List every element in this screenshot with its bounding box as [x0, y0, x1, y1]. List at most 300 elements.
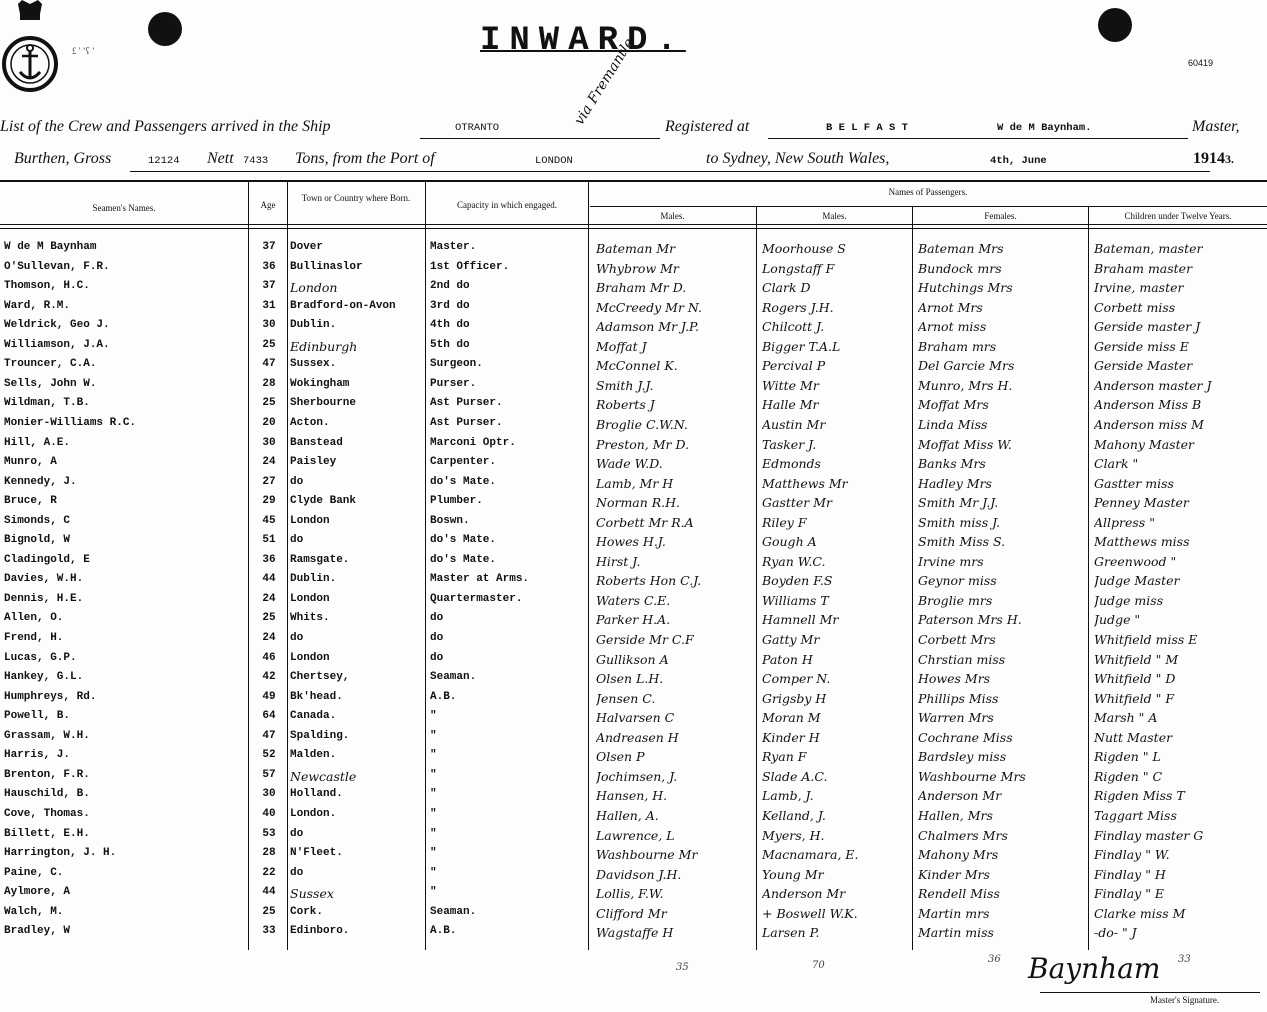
cell-capacity: Surgeon.	[430, 358, 483, 371]
punch-hole-right	[1098, 8, 1132, 42]
cell-capacity: do	[430, 651, 444, 664]
cell-age: 57	[262, 768, 276, 781]
cell-town: London	[290, 651, 330, 664]
cell-age: 53	[262, 827, 276, 840]
registered-underline	[768, 138, 1188, 139]
cell-town: do	[290, 475, 304, 488]
col-header-age: Age	[260, 200, 276, 210]
cell-m1: Roberts J	[596, 397, 655, 413]
cell-capacity: Ast Purser.	[430, 416, 503, 429]
table-row	[0, 495, 1267, 515]
cell-capacity: Seaman.	[430, 671, 477, 684]
cell-capacity: "	[430, 847, 437, 860]
cell-name: Munro, A	[4, 456, 57, 469]
col-header-males2: Males.	[822, 211, 847, 221]
cell-name: Wildman, T.B.	[4, 397, 90, 410]
table-header-rule2	[0, 228, 1267, 229]
cell-age: 25	[262, 338, 276, 351]
table-row	[0, 886, 1267, 906]
table-row	[0, 593, 1267, 613]
cell-f: Hallen, Mrs	[918, 807, 993, 823]
table-row	[0, 280, 1267, 300]
year-value: 1914	[1193, 150, 1225, 167]
signature-label: Master's Signature.	[1150, 995, 1220, 1005]
header-registered-label: Registered at	[665, 118, 750, 135]
cell-m2: Percival P	[762, 358, 826, 374]
header-burthen-label: Burthen, Gross	[14, 150, 112, 167]
cell-capacity: "	[430, 710, 437, 723]
table-row	[0, 808, 1267, 828]
cell-age: 45	[262, 514, 276, 527]
cell-f: Munro, Mrs H.	[918, 377, 1013, 393]
cell-age: 24	[262, 592, 276, 605]
cell-m2: Ryan W.C.	[762, 553, 826, 569]
cell-capacity: "	[430, 768, 437, 781]
cell-m1: Clifford Mr	[596, 905, 667, 921]
cell-town: London	[290, 592, 330, 605]
cell-capacity: "	[430, 827, 437, 840]
cell-m1: Gerside Mr C.F	[596, 632, 694, 647]
cell-ch: Gerside miss E	[1094, 338, 1189, 354]
cell-age: 47	[262, 729, 276, 742]
table-row	[0, 828, 1267, 848]
cell-age: 30	[262, 788, 276, 801]
cell-ch: Mahony Master	[1094, 436, 1194, 452]
cell-ch: Taggart Miss	[1094, 807, 1177, 823]
cell-m1: Andreasen H	[596, 729, 679, 745]
cell-age: 37	[262, 241, 276, 253]
col-header-females: Females.	[984, 211, 1017, 221]
cell-town: Dublin.	[290, 573, 337, 586]
cell-age: 22	[262, 866, 276, 879]
cell-age: 24	[262, 456, 276, 469]
table-row	[0, 749, 1267, 769]
cell-f: Smith Miss S.	[918, 534, 1006, 550]
cell-name: Bignold, W	[4, 534, 71, 547]
cell-name: Weldrick, Geo J.	[4, 319, 110, 332]
cell-m1: Preston, Mr D.	[596, 436, 690, 452]
cell-ch: Gerside Master	[1094, 358, 1193, 374]
cell-name: Bradley, W	[4, 925, 71, 938]
cell-town: Dublin.	[290, 319, 337, 332]
count-children: 33	[1178, 954, 1191, 965]
col-header-town: Town or Country where Born.	[301, 193, 411, 203]
cell-ch: Clarke miss M	[1094, 905, 1186, 921]
cell-m1: Smith J.J.	[596, 377, 654, 393]
cell-m2: Gough A	[762, 534, 817, 550]
cell-capacity: do's Mate.	[430, 475, 497, 488]
col-header-children: Children under Twelve Years.	[1124, 211, 1232, 221]
table-row	[0, 319, 1267, 339]
cell-m1: Lollis, F.W.	[596, 886, 664, 902]
cell-town: Spalding.	[290, 729, 350, 742]
line2-underline	[130, 171, 1210, 172]
cell-m2: Macnamara, E.	[762, 847, 859, 863]
col-header-capacity: Capacity in which engaged.	[457, 200, 557, 210]
cell-m1: Hansen, H.	[596, 788, 668, 804]
cell-ch: Findlay master G	[1094, 827, 1204, 843]
table-row	[0, 632, 1267, 652]
cell-age: 49	[262, 690, 276, 703]
cell-age: 37	[262, 280, 276, 293]
table-row	[0, 652, 1267, 672]
table-row	[0, 847, 1267, 867]
table-row	[0, 612, 1267, 632]
cell-ch: Judge miss	[1094, 592, 1164, 608]
cell-m2: Kelland, J.	[762, 807, 826, 823]
cell-ch: Penney Master	[1094, 495, 1189, 511]
cell-m1: Roberts Hon C.J.	[596, 573, 702, 589]
cell-age: 24	[262, 632, 276, 644]
cell-town: Sherbourne	[290, 397, 357, 410]
cell-m2: Comper N.	[762, 671, 831, 687]
cell-town: Sussex.	[290, 358, 337, 371]
ship-name: OTRANTO	[455, 122, 500, 134]
cell-ch: Whitfield " F	[1094, 690, 1175, 706]
cell-m1: Gullikson A	[596, 651, 669, 667]
cell-name: Hankey, G.L.	[4, 671, 84, 684]
cell-f: Moffat Miss W.	[918, 436, 1012, 452]
table-row	[0, 671, 1267, 691]
cell-capacity: Ast Purser.	[430, 397, 503, 410]
cell-m2: Lamb, J.	[762, 788, 814, 804]
cell-capacity: Carpenter.	[430, 456, 497, 469]
cell-m2: Boyden F.S	[762, 573, 833, 589]
table-row	[0, 730, 1267, 750]
cell-name: Bruce, R	[4, 495, 57, 508]
table-row	[0, 378, 1267, 398]
cell-ch: Findlay " E	[1094, 886, 1165, 902]
cell-town: Canada.	[290, 710, 337, 723]
cell-m1: Hirst J.	[596, 553, 641, 569]
cell-f: Del Garcie Mrs	[918, 358, 1015, 374]
cell-f: Mahony Mrs	[918, 847, 999, 863]
cell-f: Cochrane Miss	[918, 729, 1013, 745]
cell-ch: Corbett miss	[1094, 299, 1176, 315]
cell-age: 36	[262, 260, 276, 273]
registered-port: B E L F A S T	[826, 122, 908, 134]
cell-name: Hauschild, B.	[4, 788, 90, 801]
cell-f: Broglie mrs	[918, 592, 993, 608]
cell-ch: Bateman, master	[1094, 241, 1203, 256]
nett-tonnage: 7433	[243, 155, 269, 167]
cell-town: London	[290, 514, 330, 527]
arrival-year	[1193, 150, 1234, 168]
cell-capacity: "	[430, 749, 437, 762]
cell-m1: Bateman Mr	[596, 241, 676, 256]
cell-f: Martin mrs	[918, 905, 990, 921]
cell-capacity: 5th do	[430, 338, 470, 351]
cell-m1: Olsen P	[596, 749, 645, 765]
cell-m2: Slade A.C.	[762, 768, 828, 784]
table-row	[0, 456, 1267, 476]
cell-name: Davies, W.H.	[4, 573, 84, 586]
cell-capacity: 4th do	[430, 319, 470, 332]
table-row	[0, 417, 1267, 437]
cell-name: Harris, J.	[4, 749, 71, 762]
table-row	[0, 437, 1267, 457]
table-row	[0, 710, 1267, 730]
cell-m2: Hamnell Mr	[762, 612, 839, 628]
cell-m1: Waters C.E.	[596, 592, 671, 608]
cell-town: Bradford-on-Avon	[290, 299, 396, 312]
cell-town: Paisley	[290, 456, 337, 469]
cell-ch: Clark "	[1094, 456, 1139, 472]
cell-ch: Braham master	[1094, 260, 1193, 276]
cell-m1: Whybrow Mr	[596, 260, 679, 276]
cell-m2: Austin Mr	[762, 416, 826, 432]
cell-ch: Marsh " A	[1094, 710, 1158, 726]
cell-ch: -do- " J	[1094, 925, 1137, 941]
cell-town: Newcastle	[290, 768, 357, 784]
cell-m2: Young Mr	[762, 866, 824, 882]
cell-f: Warren Mrs	[918, 710, 994, 726]
cell-name: Walch, M.	[4, 905, 64, 918]
cell-m2: Larsen P.	[762, 925, 820, 941]
cell-ch: Gerside master J	[1094, 319, 1201, 335]
cell-f: Corbett Mrs	[918, 632, 996, 647]
cell-ch: Rigden " L	[1094, 749, 1161, 765]
count-males2: 70	[812, 960, 825, 971]
cell-ch: Findlay " H	[1094, 866, 1166, 882]
cell-f: Chalmers Mrs	[918, 827, 1008, 843]
cell-f: Bundock mrs	[918, 260, 1002, 276]
cell-m2: Paton H	[762, 651, 813, 667]
cell-m1: Wagstaffe H	[596, 925, 674, 941]
cell-m2: Riley F	[762, 514, 807, 530]
cell-name: W de M Baynham	[4, 241, 97, 253]
cell-capacity: do	[430, 612, 444, 625]
cell-town: Dover	[290, 241, 324, 253]
cell-m1: Hallen, A.	[596, 807, 659, 823]
cell-capacity: do	[430, 632, 444, 644]
cell-m2: Bigger T.A.L	[762, 338, 841, 354]
cell-ch: Judge "	[1094, 612, 1141, 628]
cell-name: Harrington, J. H.	[4, 847, 117, 860]
cell-town: do	[290, 827, 304, 840]
cell-f: Kinder Mrs	[918, 866, 990, 882]
cell-m1: Lawrence, L	[596, 827, 675, 843]
table-row	[0, 867, 1267, 887]
cell-m1: Braham Mr D.	[596, 280, 687, 296]
cell-f: Geynor miss	[918, 573, 997, 589]
cell-f: Smith miss J.	[918, 514, 1001, 530]
table-row	[0, 300, 1267, 320]
cell-m1: Jensen C.	[596, 690, 656, 706]
cell-capacity: "	[430, 886, 437, 899]
cell-m2: Edmonds	[762, 456, 821, 472]
col-header-name: Seamen's Names.	[92, 203, 156, 213]
cell-name: Cove, Thomas.	[4, 807, 90, 820]
count-males1: 35	[676, 962, 689, 973]
cell-town: do	[290, 534, 304, 547]
cell-f: Bateman Mrs	[918, 241, 1004, 256]
cell-name: Humphreys, Rd.	[4, 690, 97, 703]
cell-name: Allen, O.	[4, 612, 64, 625]
cell-m2: Chilcott J.	[762, 319, 825, 335]
table-row	[0, 925, 1267, 945]
table-row	[0, 476, 1267, 496]
cell-age: 46	[262, 651, 276, 664]
cell-m1: Jochimsen, J.	[596, 768, 678, 784]
cell-age: 64	[262, 710, 276, 723]
cell-ch: Allpress "	[1094, 514, 1155, 530]
cell-f: Irvine mrs	[918, 553, 984, 569]
cell-town: Wokingham	[290, 377, 350, 390]
cell-capacity: A.B.	[430, 925, 457, 938]
cell-m2: Rogers J.H.	[762, 299, 834, 315]
cell-m2: Williams T	[762, 592, 829, 608]
cell-m1: Adamson Mr J.P.	[596, 319, 699, 335]
cell-age: 42	[262, 671, 276, 684]
cell-m1: Halvarsen C	[596, 710, 675, 726]
cell-capacity: Plumber.	[430, 495, 483, 508]
cell-m2: Gatty Mr	[762, 632, 820, 647]
cell-town: Edinboro.	[290, 925, 350, 938]
cell-f: Braham mrs	[918, 338, 997, 354]
cell-ch: Anderson miss M	[1094, 416, 1204, 432]
cell-town: Acton.	[290, 416, 330, 429]
cell-capacity: Quartermaster.	[430, 592, 523, 605]
cell-m1: Broglie C.W.N.	[596, 416, 688, 432]
cell-f: Martin miss	[918, 925, 994, 941]
cell-age: 31	[262, 299, 276, 312]
cell-town: Cork.	[290, 905, 324, 918]
cell-m2: Moran M	[762, 710, 821, 726]
gross-tonnage: 12124	[148, 155, 180, 167]
signature-line	[1040, 992, 1260, 993]
ship-underline	[420, 138, 660, 139]
table-row	[0, 573, 1267, 593]
cell-capacity: Boswn.	[430, 514, 470, 527]
cell-capacity: "	[430, 788, 437, 801]
cell-name: Lucas, G.P.	[4, 651, 77, 664]
cell-m2: Kinder H	[762, 729, 820, 745]
cell-f: Paterson Mrs H.	[918, 612, 1022, 628]
cell-m2: Moorhouse S	[762, 241, 846, 256]
cell-age: 51	[262, 534, 276, 547]
cell-age: 28	[262, 377, 276, 390]
cell-ch: Nutt Master	[1094, 729, 1173, 745]
cell-age: 36	[262, 553, 276, 566]
cell-f: Howes Mrs	[918, 671, 991, 687]
cell-f: Anderson Mr	[918, 788, 1002, 804]
cell-ch: Whitfield miss E	[1094, 632, 1198, 647]
cell-m1: Howes H.J.	[596, 534, 666, 550]
cell-town: do	[290, 632, 304, 644]
cell-name: Grassam, W.H.	[4, 729, 90, 742]
table-row	[0, 788, 1267, 808]
handwritten-via: via Fremantle	[571, 35, 638, 128]
cell-name: Paine, C.	[4, 866, 64, 879]
cell-f: Arnot Mrs	[918, 299, 983, 315]
cell-ch: Gastter miss	[1094, 475, 1174, 491]
cell-m1: Moffat J	[596, 338, 647, 354]
table-row	[0, 554, 1267, 574]
header-port-label: Tons, from the Port of	[295, 150, 435, 167]
table-row	[0, 358, 1267, 378]
cell-f: Hadley Mrs	[918, 475, 992, 491]
cell-m2: Myers, H.	[762, 827, 825, 843]
cell-capacity: Master at Arms.	[430, 573, 530, 586]
header-destination: to Sydney, New South Wales,	[706, 150, 890, 167]
cell-name: Billett, E.H.	[4, 827, 90, 840]
cell-f: Banks Mrs	[918, 456, 986, 472]
year-suffix: 3.	[1225, 152, 1234, 166]
cell-f: Chrstian miss	[918, 651, 1006, 667]
count-females: 36	[988, 954, 1001, 965]
cell-ch: Greenwood "	[1094, 553, 1177, 569]
cell-m2: Witte Mr	[762, 377, 819, 393]
master-name: W de M Baynham.	[997, 122, 1092, 134]
cell-capacity: "	[430, 866, 437, 879]
cell-town: Sussex	[290, 886, 334, 902]
cell-age: 25	[262, 612, 276, 625]
cell-m1: Norman R.H.	[596, 495, 681, 511]
cell-m2: Gastter Mr	[762, 495, 833, 511]
departure-port: LONDON	[535, 155, 573, 167]
cell-ch: Rigden Miss T	[1094, 788, 1185, 804]
cell-m1: Davidson J.H.	[596, 866, 682, 882]
cell-capacity: do's Mate.	[430, 553, 497, 566]
cell-capacity: A.B.	[430, 690, 457, 703]
cell-f: Moffat Mrs	[918, 397, 989, 413]
cell-name: Thomson, H.C.	[4, 280, 90, 293]
cell-name: Cladingold, E	[4, 553, 90, 566]
master-signature: Baynham	[1028, 952, 1161, 985]
cell-m1: Olsen L.H.	[596, 671, 664, 687]
cell-ch: Anderson master J	[1094, 377, 1212, 393]
col-header-males1: Males.	[660, 211, 685, 221]
cell-m1: Parker H.A.	[596, 612, 671, 628]
cell-ch: Whitfield " D	[1094, 671, 1176, 687]
cell-town: Ramsgate.	[290, 553, 350, 566]
table-row	[0, 534, 1267, 554]
cell-age: 44	[262, 573, 276, 586]
cell-capacity: Master.	[430, 241, 477, 253]
cell-m2: Tasker J.	[762, 436, 817, 452]
table-row	[0, 769, 1267, 789]
cell-m1: McConnel K.	[596, 358, 678, 374]
cell-ch: Whitfield " M	[1094, 651, 1179, 667]
cell-age: 25	[262, 397, 276, 410]
cell-age: 52	[262, 749, 276, 762]
cell-town: Clyde Bank	[290, 495, 357, 508]
cell-f: Bardsley miss	[918, 749, 1007, 765]
table-row	[0, 906, 1267, 926]
cell-town: Bullinaslor	[290, 260, 363, 273]
table-top-rule	[0, 180, 1267, 182]
cell-m1: Corbett Mr R.A	[596, 514, 694, 530]
cell-ch: Judge Master	[1094, 573, 1180, 589]
page-title: INWARD.	[480, 22, 686, 60]
arrival-date: 4th, June	[990, 155, 1047, 167]
cell-age: 25	[262, 905, 276, 918]
cell-age: 28	[262, 847, 276, 860]
masters-department-seal-icon	[0, 0, 60, 110]
cell-ch: Rigden " C	[1094, 768, 1163, 784]
cell-capacity: Purser.	[430, 377, 477, 390]
cell-town: Chertsey,	[290, 671, 350, 684]
cell-town: London	[290, 280, 338, 296]
table-row	[0, 691, 1267, 711]
cell-m2: Longstaff F	[762, 260, 835, 276]
cell-name: Trouncer, C.A.	[4, 358, 97, 371]
cell-capacity: 2nd do	[430, 280, 470, 293]
cell-age: 44	[262, 886, 276, 899]
cell-f: Phillips Miss	[918, 690, 999, 706]
cell-m2: Matthews Mr	[762, 475, 848, 491]
